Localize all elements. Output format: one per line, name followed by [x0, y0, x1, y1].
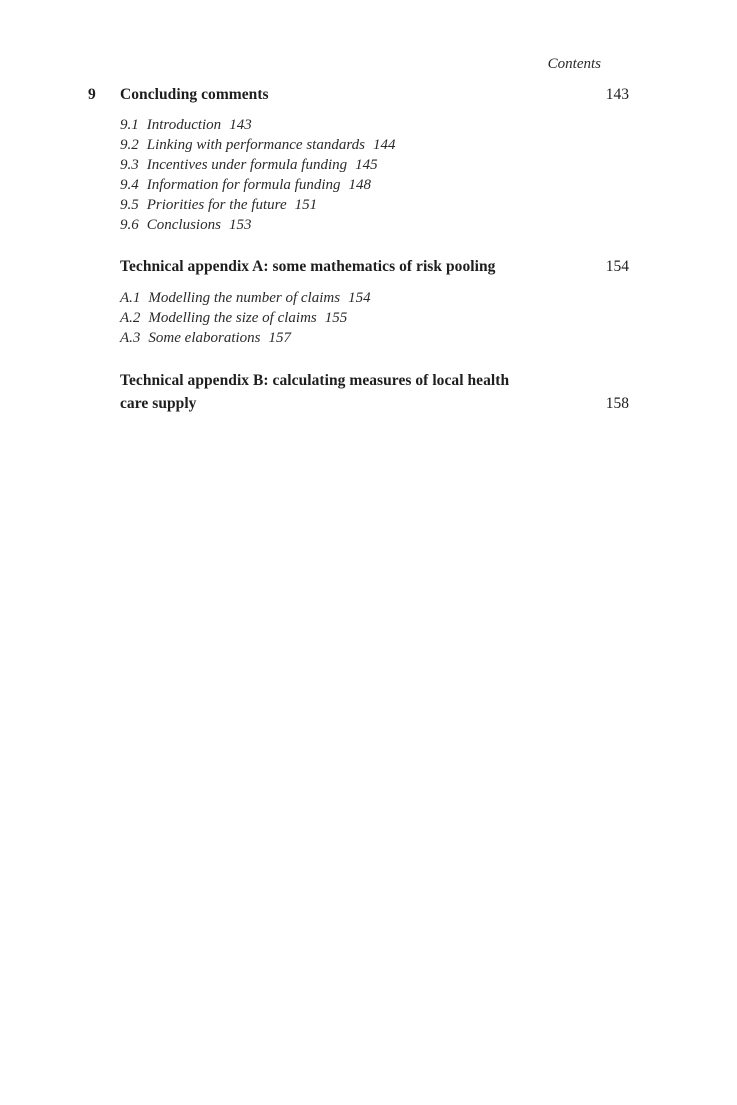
- chapter-number: 9: [88, 86, 96, 103]
- section-page-number: 157: [268, 330, 291, 346]
- section-title: Incentives under formula funding: [146, 157, 348, 173]
- section-title: Modelling the number of claims: [148, 290, 341, 306]
- section-number: A.2: [120, 310, 141, 326]
- appendix-b-title-line-1: Technical appendix B: calculating measures of local health: [120, 372, 510, 389]
- toc-section-entry: [120, 328, 371, 348]
- section-number: 9.4: [120, 177, 139, 193]
- section-title: Conclusions: [146, 217, 221, 233]
- appendix-a-section-list: [120, 288, 371, 348]
- section-number: A.1: [120, 290, 141, 306]
- toc-section-entry: [120, 288, 371, 308]
- section-title: Modelling the size of claims: [148, 310, 317, 326]
- toc-section-entry: [120, 195, 395, 215]
- section-number: 9.5: [120, 197, 139, 213]
- appendix-b-page-number: 158: [605, 395, 629, 412]
- chapter-title: Concluding comments: [120, 86, 269, 103]
- section-page-number: 151: [294, 197, 318, 213]
- section-page-number: 154: [348, 290, 371, 306]
- section-number: 9.2: [120, 137, 139, 153]
- section-page-number: 145: [355, 157, 378, 173]
- section-title: Priorities for the future: [146, 197, 287, 213]
- section-title: Introduction: [146, 117, 222, 133]
- section-page-number: 153: [228, 217, 252, 233]
- appendix-a-title: Technical appendix A: some mathematics of risk pooling: [120, 258, 496, 275]
- toc-section-entry: [120, 175, 395, 195]
- section-title: Some elaborations: [148, 330, 261, 346]
- appendix-a-page-number: 154: [605, 258, 629, 275]
- section-number: 9.3: [120, 157, 139, 173]
- running-head: Contents: [547, 56, 601, 72]
- toc-section-entry: [120, 135, 395, 155]
- toc-section-entry: [120, 155, 395, 175]
- appendix-b-title-line-2: care supply: [120, 395, 197, 412]
- section-page-number: 143: [229, 117, 252, 133]
- toc-section-entry: [120, 215, 395, 235]
- chapter-page-number: 143: [605, 86, 629, 103]
- section-page-number: 144: [372, 137, 396, 153]
- section-page-number: 148: [348, 177, 372, 193]
- section-number: 9.1: [120, 117, 139, 133]
- section-title: Linking with performance standards: [146, 137, 365, 153]
- toc-section-entry: [120, 308, 371, 328]
- section-number: 9.6: [120, 217, 139, 233]
- chapter-section-list: [120, 115, 395, 235]
- section-number: A.3: [120, 330, 141, 346]
- section-page-number: 155: [324, 310, 348, 326]
- toc-section-entry: [120, 115, 395, 135]
- section-title: Information for formula funding: [146, 177, 341, 193]
